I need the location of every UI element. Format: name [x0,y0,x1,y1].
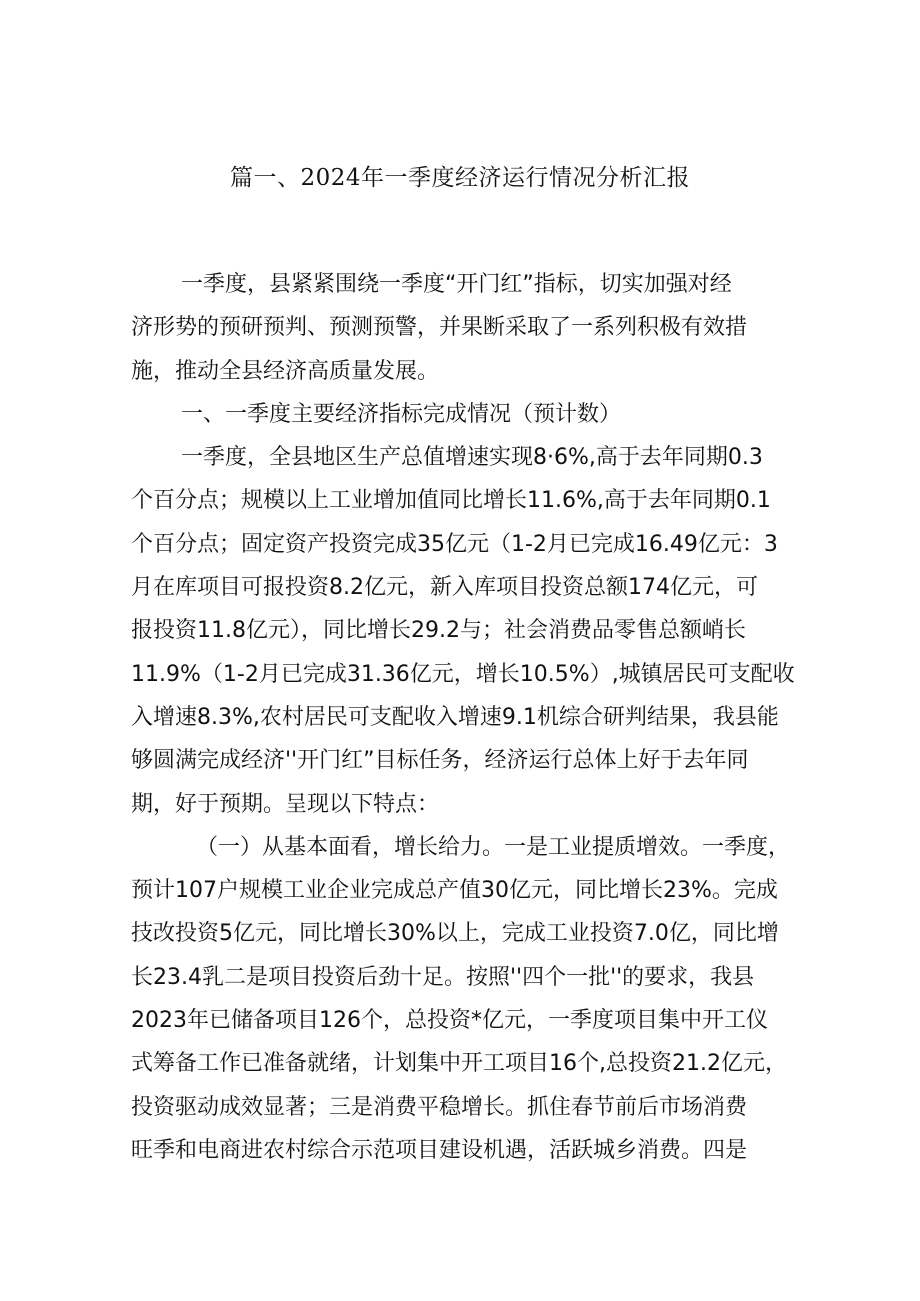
paragraph-line: 一季度，全县地区生产总值增速实现8·6%,高于去年同期0.3 [181,445,763,471]
paragraph-line: 一季度，县紧紧围绕一季度“开门红”指标，切实加强对经 [181,272,732,297]
paragraph-line: 技改投资5亿元，同比增长30%以上，完成工业投资7.0亿，同比增 [131,921,779,947]
paragraph-line: 施，推动全县经济高质量发展。 [131,358,440,384]
subsection-line: （一）从基本面看，增长给力。一是工业提质增效。一季度， [196,834,791,860]
paragraph-line: 长23.4乳二是项目投资后劲十足。按照''四个一批''的要求，我县 [131,964,755,990]
paragraph-line: 投资驱动成效显著；三是消费平稳增长。抓住春节前后市场消费 [131,1094,748,1120]
document-title: 篇一、2024年一季度经济运行情况分析汇报 [229,165,691,191]
paragraph-line: 月在库项目可报投资8.2亿元，新入库项目投资总额174亿元，可 [131,575,758,601]
paragraph-line: 预计107户规模工业企业完成总产值30亿元，同比增长23%。完成 [131,878,778,904]
paragraph-line: 够圆满完成经济''开门红”目标任务，经济运行总体上好于去年同 [131,748,749,774]
paragraph-line: 11.9%（1-2月已完成31.36亿元，增长10.5%）,城镇居民可支配收 [131,661,795,687]
paragraph-line: 报投资11.8亿元），同比增长29.2与；社会消费品零售总额峭长 [131,618,746,644]
paragraph-line: 入增速8.3%,农村居民可支配收入增速9.1机综合研判结果，我县能 [131,704,779,730]
paragraph-line: 2023年已储备项目126个，总投资*亿元，一季度项目集中开工仪 [131,1008,768,1034]
section-heading: 一、一季度主要经济指标完成情况（预计数） [181,401,622,427]
paragraph-line: 个百分点；规模以上工业增加值同比增长11.6%,高于去年同期0.1 [131,488,771,514]
paragraph-line: 个百分点；固定资产投资完成35亿元（1-2月已完成16.49亿元：3 [131,531,778,557]
paragraph-line: 济形势的预研预判、预测预警，并果断采取了一系列积极有效措 [131,315,748,341]
paragraph-line: 旺季和电商进农村综合示范项目建设机遇，活跃城乡消费。四是 [131,1137,748,1163]
document-body [131,263,795,1172]
paragraph-line: 式筹备工作已准备就绪，计划集中开工项目16个,总投资21.2亿元， [131,1051,787,1077]
paragraph-line: 期，好于预期。呈现以下特点： [131,791,440,817]
